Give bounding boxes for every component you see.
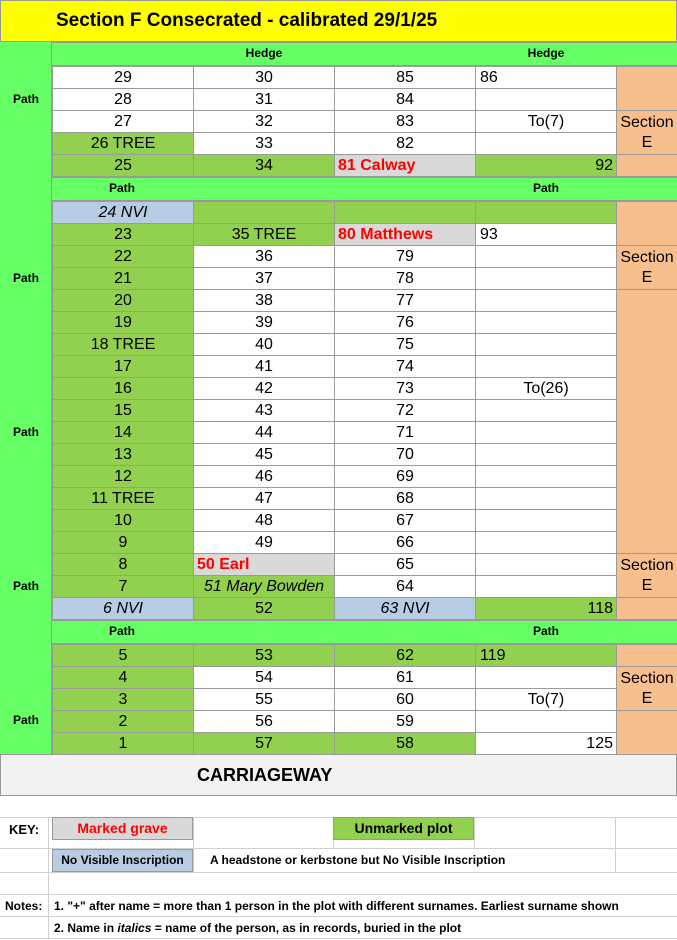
plot-cell: 72 [335, 400, 476, 422]
plot-cell: 53 [194, 645, 335, 667]
plot-cell: 33 [194, 133, 335, 155]
plot-cell: 67 [335, 510, 476, 532]
plot-cell [476, 444, 617, 466]
plot-cell: 71 [335, 422, 476, 444]
plot-cell: To(7) [476, 689, 617, 711]
plot-cell [476, 711, 617, 733]
table-row [53, 400, 677, 422]
note-2: 2. Name in italics = name of the person, as in records, buried in the plot [54, 921, 462, 935]
plot-cell: 52 [194, 598, 335, 620]
path-label: Path [12, 579, 39, 593]
section-e-label [617, 111, 677, 155]
path-label: Path [12, 92, 39, 106]
table-row [53, 598, 677, 620]
plot-cell: 6 NVI [53, 598, 194, 620]
plot-cell [476, 268, 617, 290]
plot-cell: 36 [194, 246, 335, 268]
section-e-strip [617, 155, 677, 177]
section-e-strip [617, 202, 677, 246]
plot-cell: 59 [335, 711, 476, 733]
plot-cell: 81 Calway [335, 155, 476, 177]
table-row [53, 224, 677, 246]
plot-block-3 [52, 644, 677, 755]
plot-cell: 86 [476, 67, 617, 89]
table-row [53, 378, 677, 400]
plot-cell [335, 202, 476, 224]
path-label: Path [12, 271, 39, 285]
plot-cell: 77 [335, 290, 476, 312]
plot-cell: 12 [53, 466, 194, 488]
plot-cell: 62 [335, 645, 476, 667]
plot-cell: To(7) [476, 111, 617, 133]
notes-label: Notes: [5, 899, 43, 913]
plot-cell: 10 [53, 510, 194, 532]
plot-cell [194, 202, 335, 224]
plot-cell: 70 [335, 444, 476, 466]
plot-cell [476, 356, 617, 378]
plot-cell: 51 Mary Bowden [194, 576, 335, 598]
plot-cell: 3 [53, 689, 194, 711]
path-label: Path [108, 181, 135, 195]
table-row [53, 466, 677, 488]
table-row [53, 67, 677, 89]
plot-cell: 11 TREE [53, 488, 194, 510]
note-1: 1. "+" after name = more than 1 person in the plot with different surnames. Earliest surname shown [54, 899, 619, 913]
plot-cell: 74 [335, 356, 476, 378]
plot-cell: 66 [335, 532, 476, 554]
plot-cell: 84 [335, 89, 476, 111]
plot-cell: 16 [53, 378, 194, 400]
plot-cell [476, 290, 617, 312]
plot-cell: 118 [476, 598, 617, 620]
plot-cell: 44 [194, 422, 335, 444]
plot-cell: 63 NVI [335, 598, 476, 620]
plot-block-2 [52, 201, 677, 620]
plot-cell: 43 [194, 400, 335, 422]
table-row [53, 155, 677, 177]
section-e-strip [617, 67, 677, 111]
plot-cell: 54 [194, 667, 335, 689]
plot-cell: To(26) [476, 378, 617, 400]
key-unmarked-plot: Unmarked plot [333, 817, 474, 840]
plot-cell: 2 [53, 711, 194, 733]
plot-cell: 40 [194, 334, 335, 356]
table-row [53, 290, 677, 312]
plot-cell: 48 [194, 510, 335, 532]
plot-cell: 76 [335, 312, 476, 334]
plot-cell: 119 [476, 645, 617, 667]
plot-cell: 58 [335, 733, 476, 755]
section-e-strip [617, 645, 677, 667]
plot-cell: 60 [335, 689, 476, 711]
table-row [53, 645, 677, 667]
table-row [53, 667, 677, 689]
path-label: Path [532, 181, 559, 195]
key-no-visible-inscription: No Visible Inscription [52, 849, 193, 872]
table-row [53, 576, 677, 598]
plot-cell [476, 466, 617, 488]
plot-cell [476, 488, 617, 510]
path-label: Path [12, 425, 39, 439]
plot-cell: 34 [194, 155, 335, 177]
plot-cell: 30 [194, 67, 335, 89]
table-row [53, 202, 677, 224]
plot-cell: 25 [53, 155, 194, 177]
plot-block-1 [52, 66, 677, 177]
key-nvi-description: A headstone or kerbstone but No Visible Inscription [210, 853, 506, 867]
page-title: Section F Consecrated - calibrated 29/1/25 [0, 0, 677, 42]
plot-cell [476, 422, 617, 444]
table-row [53, 422, 677, 444]
section-e-label [617, 246, 677, 290]
table-row [53, 89, 677, 111]
plot-cell: 80 Matthews [335, 224, 476, 246]
plot-cell [476, 133, 617, 155]
section-e-line2: E [641, 576, 653, 594]
plot-cell: 32 [194, 111, 335, 133]
plot-cell: 13 [53, 444, 194, 466]
section-e-line1: Section [620, 669, 674, 687]
plot-cell [476, 510, 617, 532]
plot-cell: 1 [53, 733, 194, 755]
hedge-label: Hedge [527, 46, 565, 60]
plot-cell: 18 TREE [53, 334, 194, 356]
plot-cell [476, 312, 617, 334]
table-row [53, 733, 677, 755]
plot-cell [476, 246, 617, 268]
table-row [53, 133, 677, 155]
key-label: KEY: [9, 822, 40, 837]
table-row [53, 510, 677, 532]
section-e-label [617, 554, 677, 598]
plot-cell: 8 [53, 554, 194, 576]
plot-cell: 125 [476, 733, 617, 755]
plot-cell [476, 576, 617, 598]
plot-cell: 4 [53, 667, 194, 689]
plot-cell: 23 [53, 224, 194, 246]
hedge-header-row [52, 42, 677, 66]
plot-cell: 28 [53, 89, 194, 111]
section-e-strip [617, 598, 677, 620]
plot-cell: 42 [194, 378, 335, 400]
plot-cell: 82 [335, 133, 476, 155]
section-e-line2: E [641, 689, 653, 707]
plot-cell: 46 [194, 466, 335, 488]
plot-cell: 21 [53, 268, 194, 290]
table-row [53, 689, 677, 711]
plot-cell: 7 [53, 576, 194, 598]
plot-cell [476, 532, 617, 554]
section-e-strip [617, 290, 677, 554]
table-row [53, 444, 677, 466]
plot-cell: 24 NVI [53, 202, 194, 224]
plot-cell: 57 [194, 733, 335, 755]
plot-cell: 85 [335, 67, 476, 89]
plot-cell: 92 [476, 155, 617, 177]
plot-cell: 31 [194, 89, 335, 111]
plot-cell: 64 [335, 576, 476, 598]
plot-cell: 29 [53, 67, 194, 89]
table-row [53, 532, 677, 554]
plot-cell: 47 [194, 488, 335, 510]
table-row [53, 268, 677, 290]
section-e-label [617, 667, 677, 711]
plot-cell: 14 [53, 422, 194, 444]
plot-cell: 27 [53, 111, 194, 133]
plot-cell [476, 202, 617, 224]
plot-cell [476, 667, 617, 689]
hedge-label: Hedge [245, 46, 283, 60]
plot-cell: 38 [194, 290, 335, 312]
carriageway-label: CARRIAGEWAY [0, 754, 677, 796]
plot-cell: 5 [53, 645, 194, 667]
table-row [53, 488, 677, 510]
plot-cell: 78 [335, 268, 476, 290]
plot-cell: 22 [53, 246, 194, 268]
plot-cell: 68 [335, 488, 476, 510]
plot-cell: 50 Earl [194, 554, 335, 576]
path-row [52, 177, 677, 201]
path-label: Path [12, 713, 39, 727]
plot-cell: 75 [335, 334, 476, 356]
section-e-line2: E [641, 133, 653, 151]
plot-cell: 26 TREE [53, 133, 194, 155]
table-row [53, 111, 677, 133]
left-path-column [0, 42, 52, 754]
plot-cell: 93 [476, 224, 617, 246]
plot-cell: 61 [335, 667, 476, 689]
plot-cell: 73 [335, 378, 476, 400]
plot-cell [476, 89, 617, 111]
plot-cell [476, 400, 617, 422]
table-row [53, 246, 677, 268]
path-row [52, 620, 677, 644]
plot-cell: 9 [53, 532, 194, 554]
section-e-line2: E [641, 268, 653, 286]
path-label: Path [532, 624, 559, 638]
plot-cell: 65 [335, 554, 476, 576]
section-e-line1: Section [620, 248, 674, 266]
key-marked-grave: Marked grave [52, 817, 193, 840]
plot-cell: 35 TREE [194, 224, 335, 246]
plot-cell [476, 334, 617, 356]
plot-cell: 45 [194, 444, 335, 466]
plot-cell: 83 [335, 111, 476, 133]
plot-cell: 37 [194, 268, 335, 290]
plot-cell: 49 [194, 532, 335, 554]
plot-cell: 39 [194, 312, 335, 334]
plot-cell: 15 [53, 400, 194, 422]
section-e-line1: Section [620, 113, 674, 131]
section-e-line1: Section [620, 556, 674, 574]
plot-cell: 19 [53, 312, 194, 334]
plot-cell: 56 [194, 711, 335, 733]
table-row [53, 312, 677, 334]
plot-cell: 17 [53, 356, 194, 378]
table-row [53, 356, 677, 378]
plot-cell: 41 [194, 356, 335, 378]
plot-cell [476, 554, 617, 576]
table-row [53, 711, 677, 733]
section-e-strip [617, 711, 677, 755]
plot-cell: 20 [53, 290, 194, 312]
plot-cell: 69 [335, 466, 476, 488]
table-row [53, 554, 677, 576]
path-label: Path [108, 624, 135, 638]
plot-cell: 55 [194, 689, 335, 711]
plot-cell: 79 [335, 246, 476, 268]
table-row [53, 334, 677, 356]
